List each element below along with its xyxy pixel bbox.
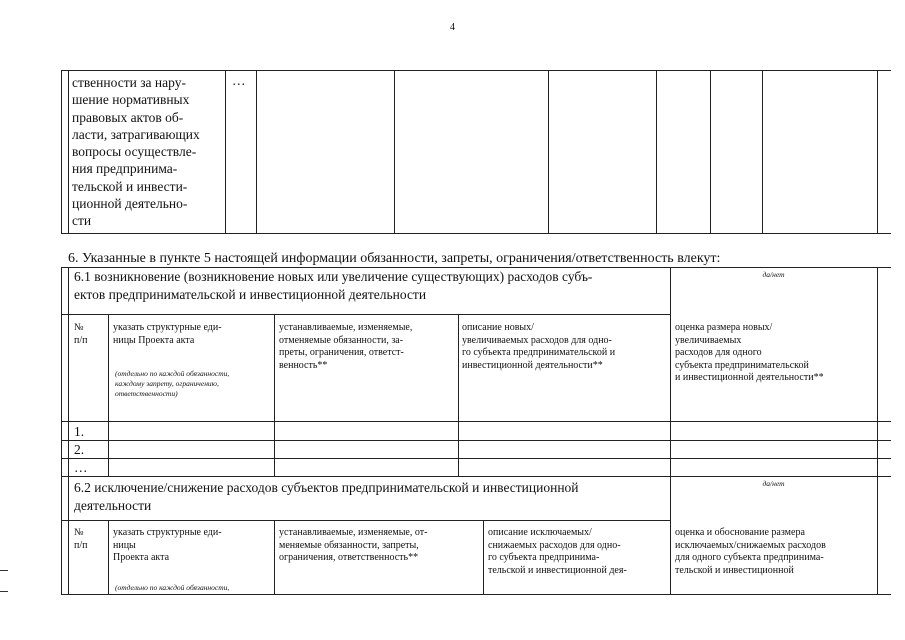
text-line: шение нормативных <box>72 92 190 108</box>
text-line: ласти, затрагивающих <box>72 126 200 142</box>
text-line: тельской и инвестиционной дея- <box>488 564 627 576</box>
text-line: и инвестиционной деятельности** <box>675 372 824 383</box>
table-row-number: … <box>74 460 88 475</box>
col-number-header <box>74 527 87 552</box>
text-line: исключаемых/снижаемых расходов <box>675 539 826 551</box>
text-line: ственности за нару- <box>72 75 186 90</box>
text-line: го субъекта предпринима- <box>488 552 600 563</box>
text-line: устанавливаемые, изменяемые, <box>279 322 413 333</box>
text-line: оценка и обоснование размера <box>675 527 805 538</box>
table-6-2-title <box>74 479 579 515</box>
text-line: 6.2 исключение/снижение расходов субъектов предпринимательской и инвестиционной <box>74 480 579 495</box>
scan-mark <box>0 591 8 592</box>
text-line: меняемые обязанности, запреты, <box>279 539 419 551</box>
text-line: ответственности) <box>115 389 178 398</box>
text-line: № <box>74 527 84 538</box>
yes-no-label: да/нет <box>762 270 785 279</box>
col-obligations-header <box>279 527 482 565</box>
col-expenses-description-header <box>488 527 669 577</box>
text-line: инвестиционной деятельности** <box>462 359 603 371</box>
text-line: тельской и инвестиционной <box>675 564 794 576</box>
text-line: сти <box>72 213 92 229</box>
text-line: ограничения, ответственность** <box>279 552 419 563</box>
text-line: снижаемых расходов для одно- <box>488 539 621 551</box>
text-line: (отдельно по каждой обязанности, <box>115 369 230 378</box>
col-structural-units-header <box>113 527 273 565</box>
text-line: 6.1 возникновение (возникновение новых или увеличение существующих) расходов субъ- <box>74 269 593 284</box>
text-line: вопросы осуществле- <box>72 144 197 160</box>
yes-no-label: да/нет <box>762 479 785 488</box>
text-line: ектов предпринимательской и инвестиционной деятельности <box>74 287 427 302</box>
section-6-heading: 6. Указанные в пункте 5 настоящей информации обязанности, запреты, ограничения/ответственность влекут: <box>68 251 721 266</box>
table-row-number: 2. <box>74 442 85 457</box>
text-line: расходов для одного <box>675 347 762 358</box>
text-line: указать структурные еди- <box>113 322 222 333</box>
text-line: каждому запрету, ограничению, <box>115 379 219 388</box>
ellipsis-cell: … <box>232 73 246 88</box>
text-line: отменяемые обязанности, за- <box>279 334 404 346</box>
text-line: правовых актов об- <box>72 109 184 125</box>
col-structural-units-header <box>113 322 273 347</box>
scan-mark <box>0 570 8 571</box>
text-line: ционной деятельно- <box>72 196 188 212</box>
text-line: описание исключаемых/ <box>488 527 592 538</box>
col-obligations-header <box>279 322 457 372</box>
text-line: деятельности <box>74 498 152 513</box>
top-cell-text <box>72 74 224 230</box>
text-line: п/п <box>74 334 88 346</box>
col-structural-units-note <box>115 369 273 399</box>
text-line: № <box>74 322 84 333</box>
text-line: го субъекта предпринимательской и <box>462 347 616 358</box>
text-line: увеличиваемых <box>675 334 742 346</box>
text-line: п/п <box>74 539 88 551</box>
text-line: (отдельно по каждой обязанности, <box>115 583 230 592</box>
page-number: 4 <box>450 22 455 33</box>
text-line: ницы <box>113 539 136 551</box>
text-line: Проекта акта <box>113 552 170 563</box>
text-line: тельской и инвести- <box>72 178 188 194</box>
text-line: субъекта предпринимательской <box>675 359 809 371</box>
text-line: для одного субъекта предпринима- <box>675 552 824 563</box>
text-line: ния предпринима- <box>72 161 178 177</box>
text-line: преты, ограничения, ответст- <box>279 347 404 358</box>
col-structural-units-note <box>115 583 273 593</box>
text-line: оценка размера новых/ <box>675 322 773 333</box>
text-line: увеличиваемых расходов для одно- <box>462 334 612 346</box>
col-expenses-estimate-header <box>675 322 875 385</box>
text-line: ницы Проекта акта <box>113 334 195 346</box>
text-line: указать структурные еди- <box>113 527 222 538</box>
text-line: венность** <box>279 359 328 371</box>
col-expenses-estimate-header <box>675 527 877 577</box>
table-row-number: 1. <box>74 424 85 439</box>
table-6-1-title <box>74 268 592 304</box>
text-line: описание новых/ <box>462 322 534 333</box>
col-expenses-description-header <box>462 322 669 372</box>
col-number-header <box>74 322 87 347</box>
text-line: устанавливаемые, изменяемые, от- <box>279 527 428 538</box>
